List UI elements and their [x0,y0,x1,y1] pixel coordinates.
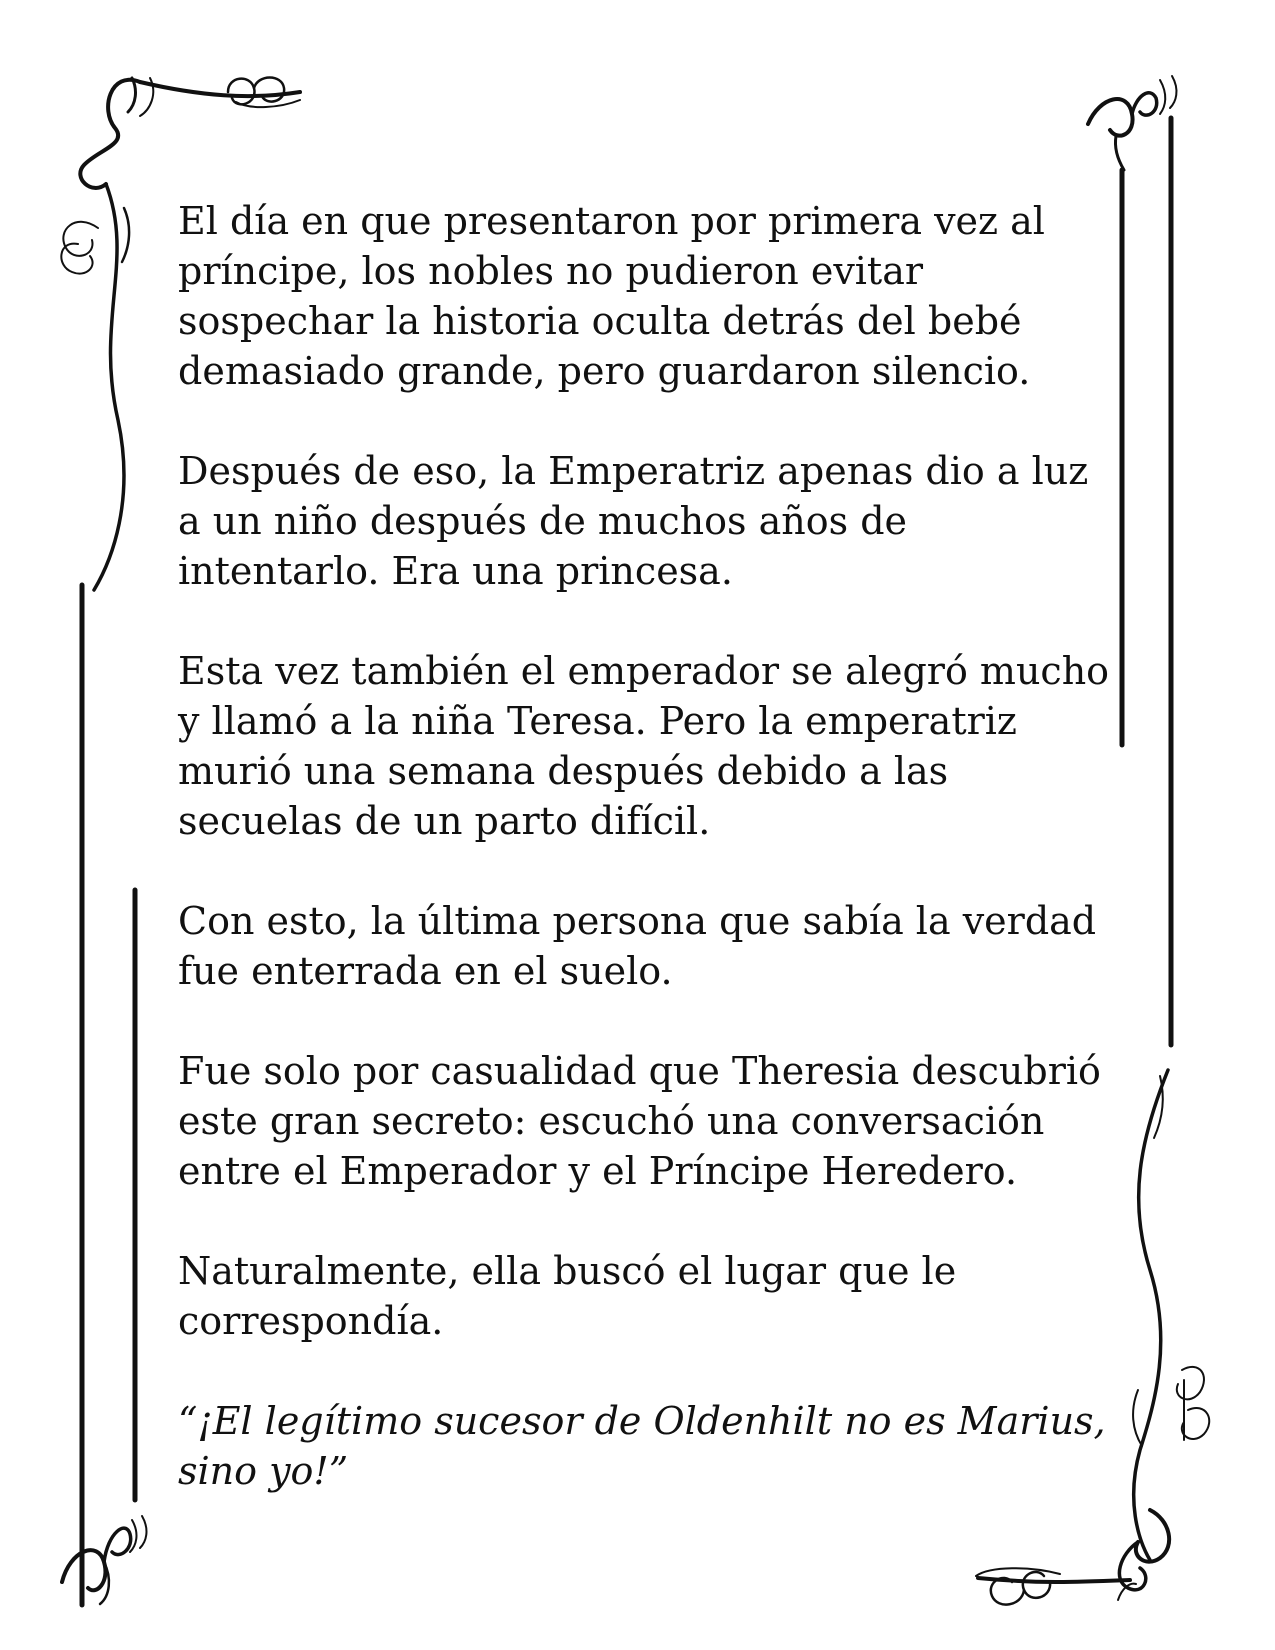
paragraph-rightful-place: Naturalmente, ella buscó el lugar que le correspondía. [178,1249,957,1343]
flourish-top-right [1088,76,1176,170]
paragraph-teresa: Esta vez también el emperador se alegró mucho y llamó a la niña Teresa. Pero la emperatriz murió una semana después debido a las secuelas de un parto difícil. [178,649,1110,843]
flourish-top-left [80,78,300,188]
story-text [178,196,1113,1496]
closing-quote: “¡El legítimo sucesor de Oldenhilt no es Marius, sino yo!” [178,1399,1106,1493]
flourish-bottom-right [976,1510,1169,1605]
paragraph-first-presentation: El día en que presentaron por primera vez al príncipe, los nobles no pudieron evitar sospechar la historia oculta detrás del bebé demasiado grande, pero guardaron silencio. [178,199,1045,393]
paragraph-last-witness: Con esto, la última persona que sabía la verdad fue enterrada en el suelo. [178,899,1097,993]
flourish-bottom-left [62,1516,146,1604]
paragraph-empress-birth: Después de eso, la Emperatriz apenas dio a luz a un niño después de muchos años de intentarlo. Era una princesa. [178,449,1089,593]
flourish-right-wave [1133,1070,1209,1560]
paragraph-secret-discovered: Fue solo por casualidad que Theresia descubrió este gran secreto: escuchó una conversación entre el Emperador y el Príncipe Heredero. [178,1049,1101,1193]
flourish-left-wave [61,184,129,590]
